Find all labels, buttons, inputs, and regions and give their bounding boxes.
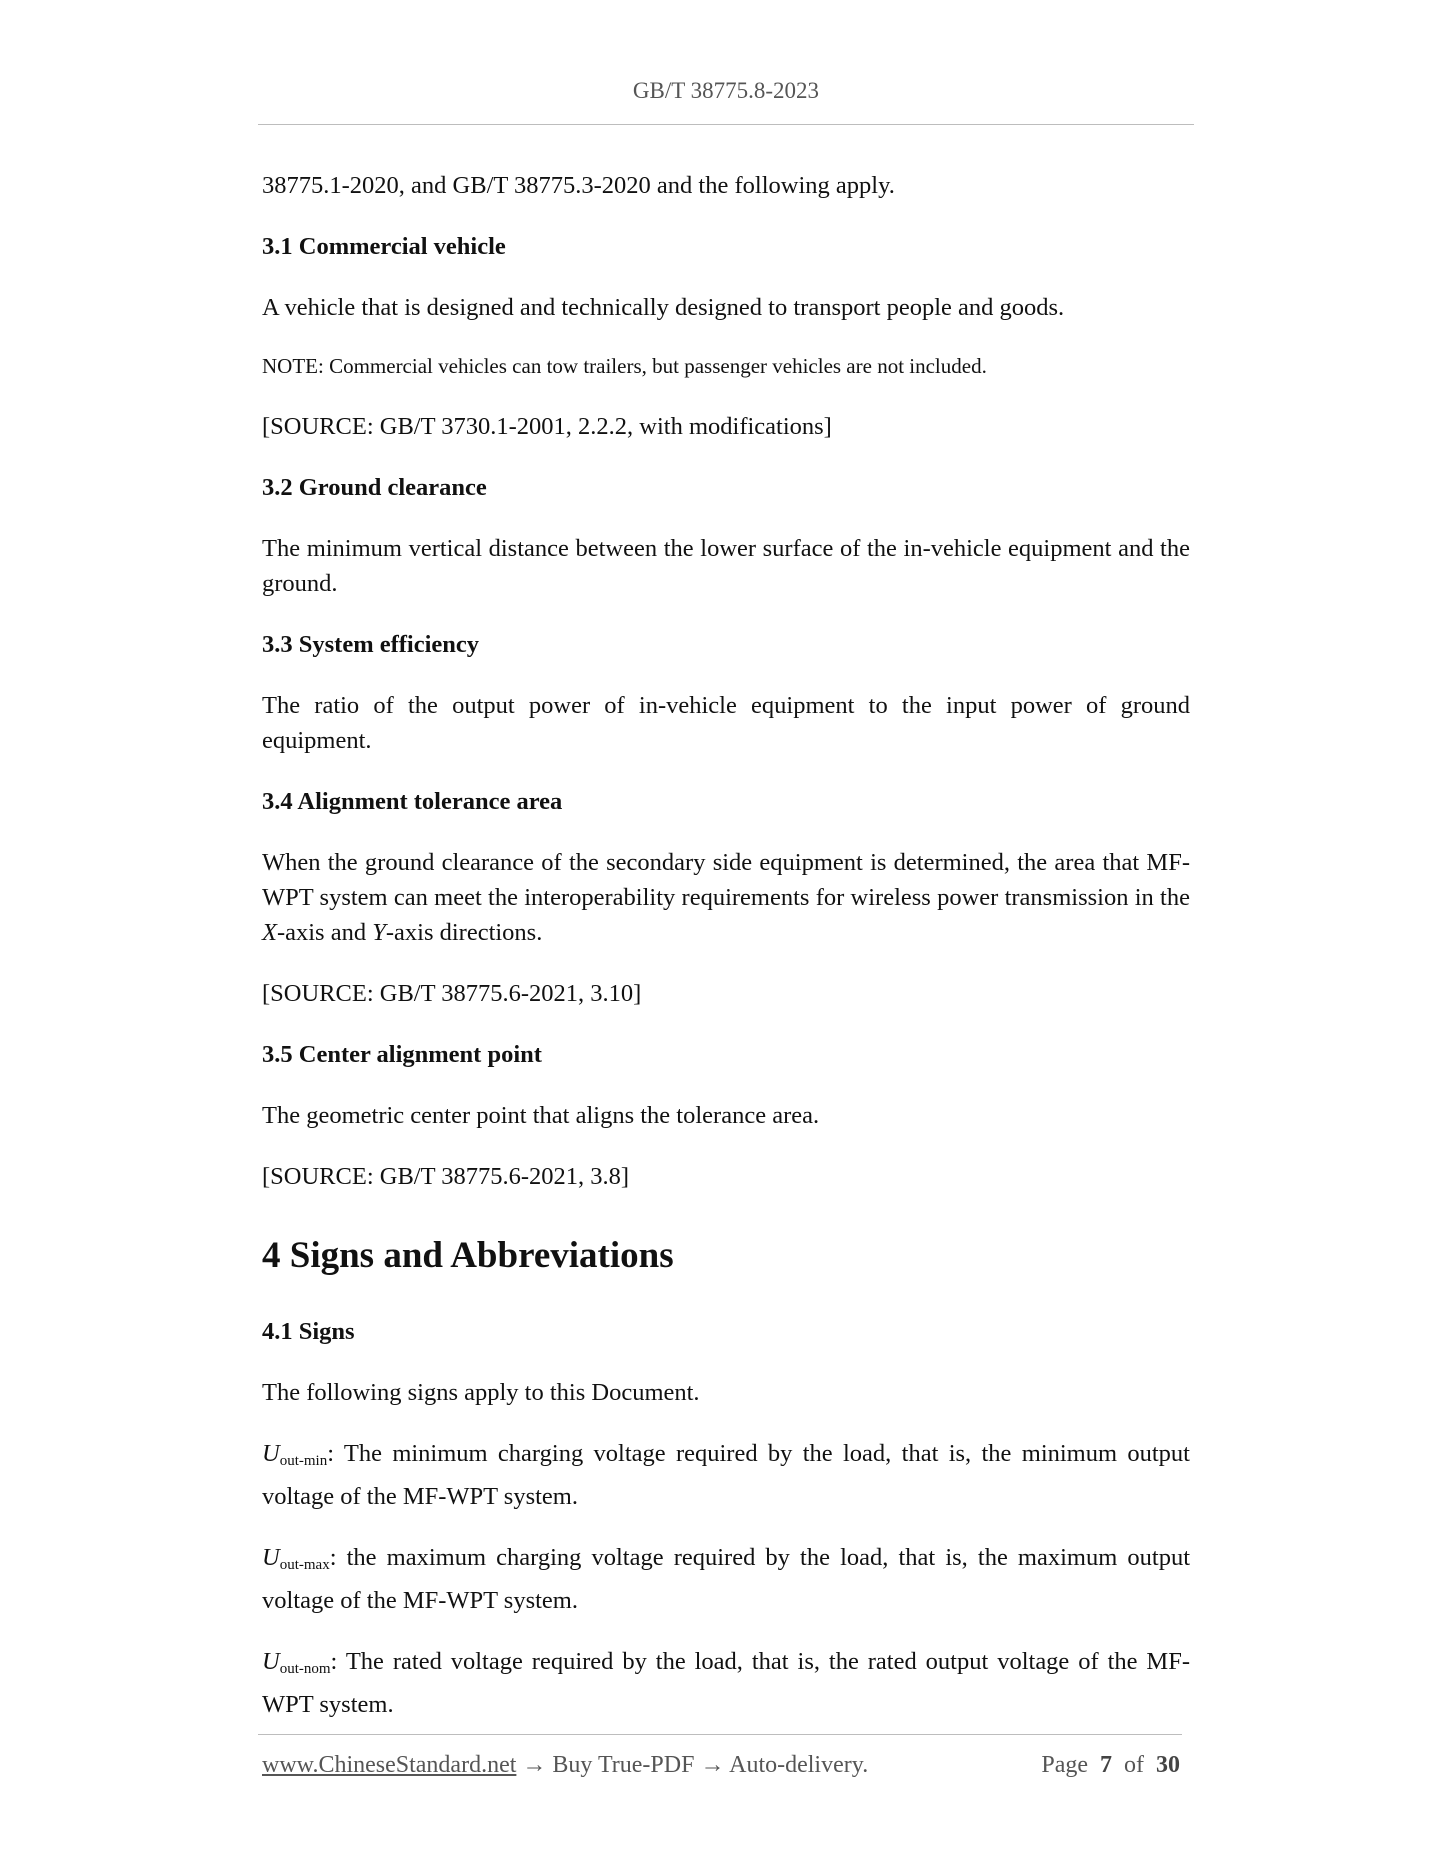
section-3-3-heading: 3.3 System efficiency: [262, 631, 480, 658]
sign-definition: [262, 1540, 1190, 1618]
page-indicator: [1041, 1752, 1180, 1779]
section-4-1-text: The following signs apply to this Document.: [262, 1379, 700, 1406]
sign-text: : the maximum charging voltage required by the load, that is, the maximum output voltage of the MF-WPT system.: [262, 1544, 1190, 1614]
page-label: Page: [1041, 1752, 1088, 1778]
section-3-4-text-a: When the ground clearance of the secondary side equipment is determined, the area that MF-WPT system can meet the interoperability requirements for wireless power transmission in the: [262, 849, 1190, 911]
section-3-5-source: [SOURCE: GB/T 38775.6-2021, 3.8]: [262, 1163, 630, 1190]
sign-definition: [262, 1644, 1190, 1722]
section-3-2-heading: 3.2 Ground clearance: [262, 474, 487, 501]
section-4-heading: 4 Signs and Abbreviations: [262, 1235, 674, 1276]
total-pages: 30: [1156, 1752, 1180, 1778]
x-axis-symbol: X: [262, 919, 277, 946]
section-3-4-source: [SOURCE: GB/T 38775.6-2021, 3.10]: [262, 980, 642, 1007]
sign-symbol: U: [262, 1440, 280, 1467]
y-axis-symbol: Y: [372, 919, 386, 946]
section-3-5-text: The geometric center point that aligns the tolerance area.: [262, 1102, 820, 1129]
section-4-1-heading: 4.1 Signs: [262, 1318, 355, 1345]
header-divider: [258, 124, 1194, 125]
section-3-1-heading: 3.1 Commercial vehicle: [262, 233, 506, 260]
sign-definition: [262, 1436, 1190, 1514]
section-3-2-text: The minimum vertical distance between the lower surface of the in-vehicle equipment and the ground.: [262, 535, 1190, 597]
sign-text: : The rated voltage required by the load, that is, the rated output voltage of the MF-WPT system.: [262, 1648, 1190, 1718]
of-label: of: [1124, 1752, 1144, 1778]
footer-divider: [258, 1734, 1182, 1735]
sign-text: : The minimum charging voltage required by the load, that is, the minimum output voltage of the MF-WPT system.: [262, 1440, 1190, 1510]
section-3-4-text-c: -axis directions.: [385, 919, 543, 946]
website-link[interactable]: www.ChineseStandard.net: [262, 1752, 517, 1778]
sign-symbol: U: [262, 1648, 280, 1675]
section-3-3-text: The ratio of the output power of in-vehicle equipment to the input power of ground equipment.: [262, 692, 1190, 754]
section-3-5-heading: 3.5 Center alignment point: [262, 1041, 542, 1068]
intro-text: 38775.1-2020, and GB/T 38775.3-2020 and the following apply.: [262, 172, 895, 199]
sign-subscript: out-max: [279, 1557, 330, 1573]
page-number: 7: [1100, 1752, 1112, 1778]
sign-subscript: out-min: [279, 1453, 328, 1469]
section-3-4-text: [262, 845, 1190, 950]
footer-tagline: → Buy True-PDF → Auto-delivery.: [516, 1752, 869, 1778]
section-3-4-text-b: -axis and: [276, 919, 373, 946]
section-3-4-heading: 3.4 Alignment tolerance area: [262, 788, 563, 815]
sign-symbol: U: [262, 1544, 280, 1571]
sign-subscript: out-nom: [279, 1661, 331, 1677]
section-3-1-source: [SOURCE: GB/T 3730.1-2001, 2.2.2, with modifications]: [262, 413, 832, 440]
page-footer: [262, 1752, 1180, 1779]
section-3-1-note: NOTE: Commercial vehicles can tow trailers, but passenger vehicles are not included.: [262, 354, 987, 378]
page-header: GB/T 38775.8-2023: [632, 78, 820, 103]
document-body: [262, 168, 1190, 1748]
section-3-1-text: A vehicle that is designed and technically designed to transport people and goods.: [262, 294, 1065, 321]
